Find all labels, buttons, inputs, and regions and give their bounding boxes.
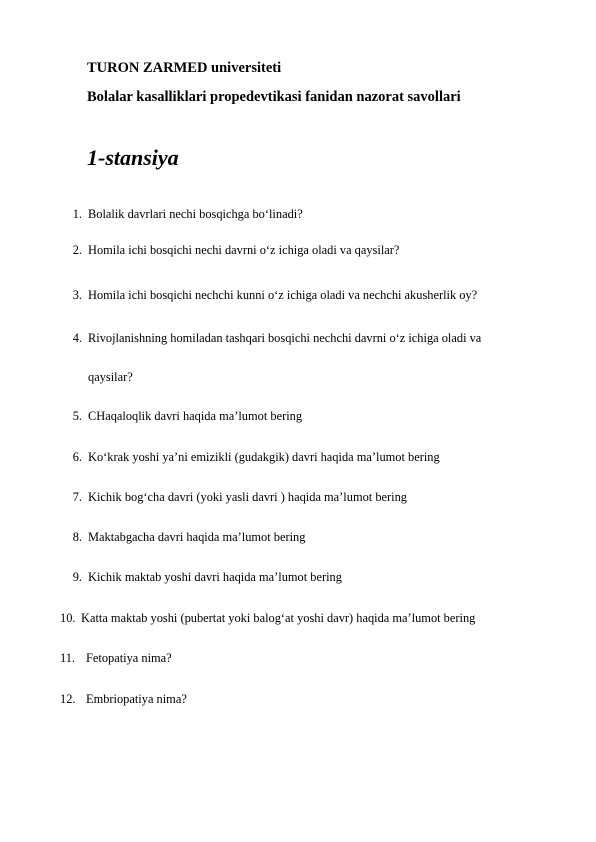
question-text: Maktabgacha davri haqida ma’lumot bering — [88, 530, 306, 544]
question-item — [0, 567, 596, 587]
question-item — [0, 328, 596, 348]
question-continuation — [0, 367, 596, 387]
station-title: 1-stansiya — [87, 145, 179, 170]
question-text: Homila ichi bosqichi nechi davrni o‘z ichiga oladi va qaysilar? — [88, 243, 400, 257]
question-item — [0, 648, 596, 668]
document-subtitle: Bolalar kasalliklari propedevtikasi fanidan nazorat savollari — [87, 89, 461, 105]
question-text: CHaqaloqlik davri haqida ma’lumot bering — [88, 409, 303, 423]
question-number: 4. — [72, 331, 82, 345]
question-number: 3. — [72, 288, 82, 302]
question-text: Fetopatiya nima? — [86, 651, 172, 665]
question-text: Bolalik davrlari nechi bosqichga bo‘linadi? — [88, 207, 303, 221]
question-item — [0, 240, 596, 260]
question-text-continuation: qaysilar? — [88, 370, 133, 384]
question-item — [0, 447, 596, 467]
question-item — [0, 527, 596, 547]
question-number: 1. — [72, 207, 82, 221]
question-text: Homila ichi bosqichi nechchi kunni o‘z ichiga oladi va nechchi akusherlik oy? — [88, 288, 478, 302]
question-text: Rivojlanishning homiladan tashqari bosqichi nechchi davrni o‘z ichiga oladi va — [88, 331, 482, 345]
question-number: 6. — [72, 450, 82, 464]
question-item — [0, 689, 596, 709]
question-number: 5. — [72, 409, 82, 423]
question-number: 11. — [60, 651, 76, 665]
question-number: 7. — [72, 490, 82, 504]
question-number: 9. — [72, 570, 82, 584]
university-name: TURON ZARMED universiteti — [87, 60, 282, 76]
question-number: 8. — [72, 530, 82, 544]
question-number: 2. — [72, 243, 82, 257]
question-text: Embriopatiya nima? — [86, 692, 187, 706]
question-text: Kichik maktab yoshi davri haqida ma’lumot bering — [88, 570, 342, 584]
question-item — [0, 608, 596, 628]
question-number: 10. — [60, 611, 76, 625]
question-item — [0, 285, 596, 305]
question-text: Kichik bog‘cha davri (yoki yasli davri ) haqida ma’lumot bering — [88, 490, 407, 504]
question-item — [0, 487, 596, 507]
question-text: Katta maktab yoshi (pubertat yoki balog‘at yoshi davr) haqida ma’lumot bering — [81, 611, 476, 625]
question-number: 12. — [60, 692, 76, 706]
question-text: Ko‘krak yoshi ya’ni emizikli (gudakgik) davri haqida ma’lumot bering — [88, 450, 440, 464]
question-item — [0, 406, 596, 426]
question-item — [0, 204, 596, 224]
